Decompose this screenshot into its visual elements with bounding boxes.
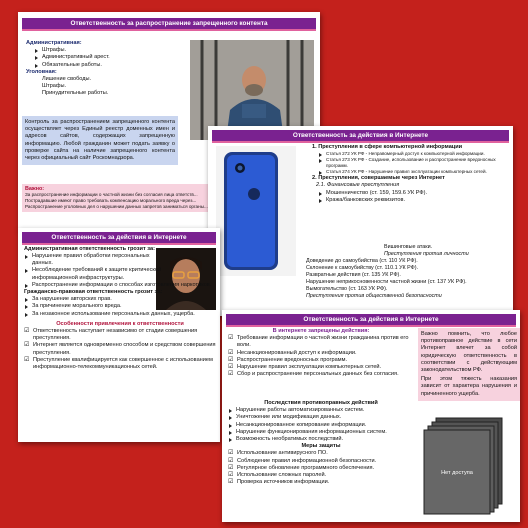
section-heading: 2. Преступления, совершаемые через Интернет	[312, 175, 445, 182]
list-item: Статья 274 УК РФ - Нарушение правил эксплуатации компьютерных сетей.	[318, 169, 508, 175]
list-item: Преступления против общественной безопасности	[306, 293, 442, 299]
list-item: Нарушение функционирования информационных систем.	[228, 429, 414, 436]
list-item: ☑ Преступление квалифицируется как совершенное с использованием информационно-телекоммуникационных сетей.	[24, 357, 216, 371]
list-item: Нарушение работы автоматизированных систем.	[228, 407, 414, 414]
list-item: ☑ Использование сложных паролей.	[228, 472, 414, 479]
list-item: Нарушение правил обработки персональных данных.	[24, 253, 162, 267]
slide-title: Ответственность за действия в Интернете	[226, 314, 516, 325]
no-access-label: Нет доступа	[441, 470, 473, 476]
slide-administrative-liability	[18, 228, 220, 442]
list-item: Кража/банковских реквизитов.	[318, 197, 508, 204]
list-item: Нарушение неприкосновенности частной жизни (ст. 137 УК РФ).	[306, 279, 467, 285]
slide-title: Ответственность за распространение запрещенного контента	[22, 18, 316, 29]
important-line: Распространение уголовных дел о нарушении данных запретов заниматься органы...	[25, 204, 208, 209]
list-item: Уничтожение или модификация данных.	[228, 414, 414, 421]
list-item: Преступления против личности	[384, 251, 469, 257]
list-item: ☑ Интернет является одновременно способом и средством совершения преступления.	[24, 342, 216, 356]
list-item: ☑ Регулярное обновление программного обеспечения.	[228, 465, 414, 472]
section-heading: 1. Преступления в сфере компьютерной информации	[312, 144, 463, 150]
slide-prohibited-actions	[222, 310, 520, 522]
list-item: Штрафы.	[42, 83, 67, 90]
slide-title: Ответственность за действия в Интернете	[212, 130, 509, 141]
list-item: ☑ Несанкционированный доступ к информации.	[228, 350, 414, 357]
important-line: Пострадавшие имеют право требовать компенсацию морального вреда через...	[25, 198, 197, 203]
note-text: При этом тяжесть наказания зависит от характера нарушения и причиненного ущерба.	[421, 376, 517, 397]
list-item: Административный арест.	[34, 54, 176, 61]
important-note	[418, 328, 520, 401]
list-item: Статья 273 УК РФ - Создание, использование и распространение вредоносных программ.	[318, 157, 508, 169]
divider	[22, 243, 216, 245]
list-item: ☑ Проверка источников информации.	[228, 479, 414, 486]
list-item: За нарушение авторских прав.	[24, 296, 216, 303]
slide-internet-crimes	[208, 126, 513, 316]
measures-heading: Меры защиты	[301, 443, 341, 450]
list-item: ☑ Соблюдение правил информационной безопасности.	[228, 458, 414, 465]
list-item: За незаконное использование персональных данных, ущерба.	[24, 311, 216, 318]
list-item: Распространение информации о способах изготовления наркотиков.	[24, 282, 216, 289]
list-item: Статья 272 УК РФ - Неправомерный доступ к компьютерной информации.	[318, 151, 508, 157]
list-item: Несанкционированное копирование информации.	[228, 422, 414, 429]
divider	[212, 141, 509, 143]
divider	[22, 29, 316, 31]
list-item: Развратные действия (ст. 135 УК РФ).	[306, 272, 401, 278]
prohibited-heading: В интернете запрещены действия:	[272, 328, 370, 334]
list-item: ☑ Использование антивирусного ПО.	[228, 450, 414, 457]
list-item: Принудительные работы.	[42, 90, 109, 97]
administrative-heading: Административная ответственность грозит за:	[24, 246, 155, 252]
list-item: ☑ Распространение вредоносных программ.	[228, 357, 414, 364]
subsection-heading: 2.1. Финансовые преступления	[316, 182, 400, 189]
features-heading: Особенности привлечения к ответственности	[56, 320, 184, 327]
no-access-illustration	[422, 414, 514, 516]
list-item: Вымогательство (ст. 163 УК РФ).	[306, 286, 388, 292]
list-item: Несоблюдение требований к защите критической информационной инфраструктуры.	[24, 267, 162, 281]
civil-heading: Гражданско-правовая ответственность грозит за:	[24, 289, 163, 296]
important-line: За распространение информации о частной жизни без согласия лица ответств...	[25, 192, 198, 197]
administrative-heading: Административная:	[26, 40, 82, 46]
important-heading: Важно:	[25, 186, 45, 192]
list-item: Мошенничество (ст. 159, 159.6 УК РФ).	[318, 190, 508, 197]
list-item: Обязательные работы.	[34, 62, 176, 69]
list-item: Склонение к самоубийству (ст. 110.1 УК РФ).	[306, 265, 419, 271]
divider	[226, 325, 516, 327]
list-item: Вишинговые атаки.	[384, 244, 433, 250]
criminal-heading: Уголовная:	[26, 68, 57, 75]
list-item: Лишение свободы.	[42, 76, 92, 83]
list-item: ☑ Сбор и распространение персональных данных без согласия.	[228, 371, 414, 378]
list-item: ☑ Ответственность наступает независимо от стадии совершения преступления.	[24, 328, 216, 342]
consequences-heading: Последствия противоправных действий	[264, 400, 378, 406]
list-item: Штрафы.	[34, 47, 176, 54]
list-item: ☑ Нарушение правил эксплуатации компьютерных сетей.	[228, 364, 414, 371]
control-note: Контроль за распространением запрещенного контента осуществляет через Единый реестр доменных имен и адресов сайтов, содержащих запрещенную информацию. Любой гражданин может подать заявку о проверке сайта на наличие запрещенного контента через официальный сайт Роскомнадзора.	[22, 116, 178, 165]
list-item: Возможность необратимых последствий.	[228, 436, 414, 443]
list-item: За причинение морального вреда.	[24, 303, 216, 310]
slide-title: Ответственность за действия в Интернете	[22, 232, 216, 243]
list-item: ☑ Требование информации о частной жизни гражданина против его воли.	[228, 335, 414, 349]
prisoner-image	[190, 40, 314, 140]
note-text: Важно помнить, что любое противоправное действие в сети Интернет влечет за собой юридическую ответственность в соответствии с действующим законодательством РФ.	[421, 331, 517, 374]
list-item: Доведение до самоубийства (ст. 110 УК РФ).	[306, 258, 418, 264]
